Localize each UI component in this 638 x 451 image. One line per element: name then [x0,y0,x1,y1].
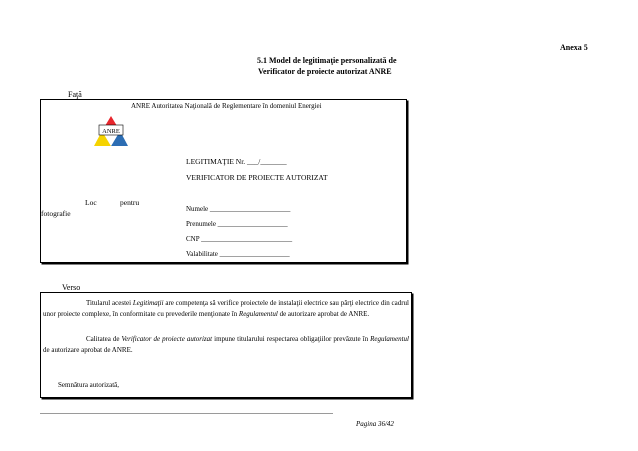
field-cnp: CNP __________________________ [186,235,293,243]
front-side-label: Faţă [68,90,82,99]
anre-logo [93,114,129,148]
back-side-label: Verso [62,283,81,292]
field-valabilitate: Valabilitate ____________________ [186,250,290,258]
photo-placeholder-label [85,198,145,207]
signature-label: Semnătura autorizată, [58,381,120,389]
footer-divider [40,413,333,414]
legitimatie-number: LEGITIMAŢIE Nr. ___/_______ [186,157,287,166]
card-back [40,292,412,398]
verificator-title: VERIFICATOR DE PROIECTE AUTORIZAT [186,173,328,182]
photo-word-pentru: pentru [120,198,140,207]
authority-name: ANRE Autoritatea Naţională de Reglementare în domeniul Energiei [131,102,322,110]
obligations-paragraph: Calitatea de Verificator de proiecte autorizat impune titularului respectarea obligaţiilor prevăzute în Regulamentul de autorizare aprobat de ANRE. [43,335,409,354]
card-front [40,99,407,263]
annex-label: Anexa 5 [560,43,588,52]
logo-text: ANRE [102,128,120,135]
photo-word-fotografie: fotografie [41,209,71,218]
competence-paragraph: Titularul acestei Legitimaţii are competenţa să verifice proiectele de instalaţii electrice sau părţi electrice din cadrul unor proiecte complexe, în conformitate cu prevederile menţionate în Regulamentul de autorizare aprobat de ANRE. [43,299,409,318]
title-line-2: Verificator de proiecte autorizat ANRE [258,67,392,76]
field-prenume: Prenumele ____________________ [186,220,288,228]
field-nume: Numele _______________________ [186,205,291,213]
page-number: Pagina 36/42 [356,420,394,428]
photo-word-loc: Loc [85,198,97,207]
title-line-1: 5.1 Model de legitimaţie personalizată de [257,56,397,65]
